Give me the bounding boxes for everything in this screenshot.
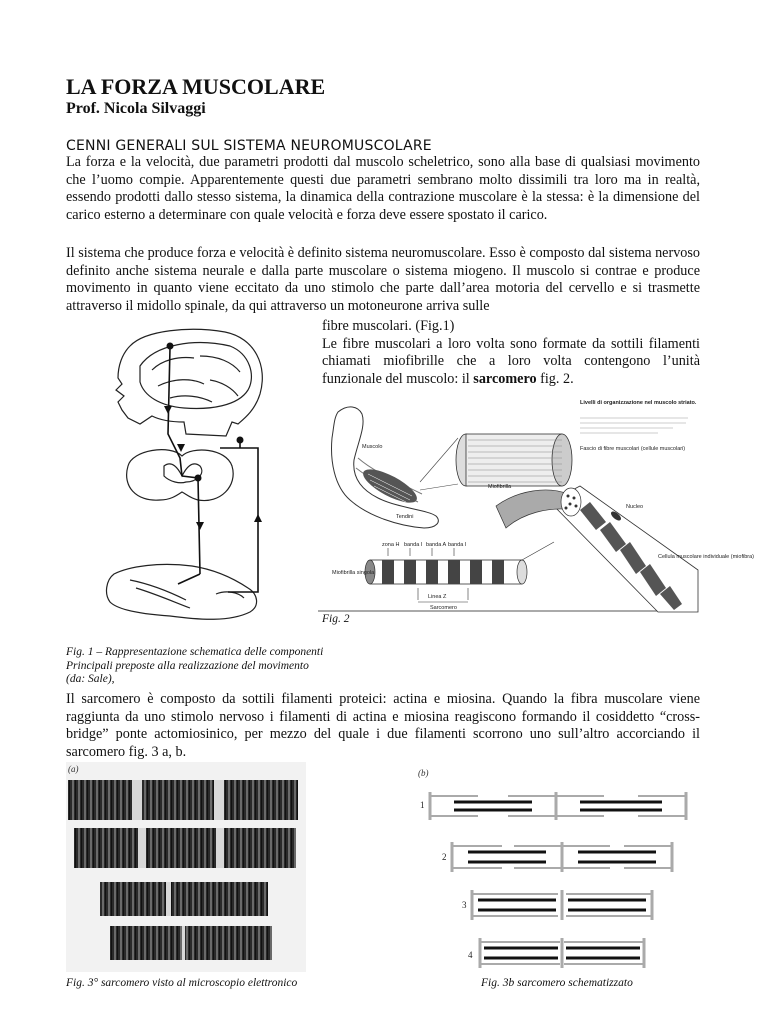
fig2-label-tendini: Tendini — [396, 514, 414, 520]
fig2-caption: Fig. 2 — [322, 613, 350, 625]
fig3b-num-2: 2 — [442, 852, 447, 862]
fig1-caption — [66, 646, 366, 687]
fig2-label-linea-z: Linea Z — [428, 594, 447, 600]
paragraph-3-line1: fibre muscolari. (Fig.1) — [322, 318, 455, 334]
fig1-caption-line1: Fig. 1 – Rappresentazione schematica delle componenti — [66, 646, 324, 658]
fig2-header: Livelli di organizzazione nel muscolo striato. — [580, 400, 697, 406]
section-heading: CENNI GENERALI SUL SISTEMA NEUROMUSCOLARE — [66, 138, 432, 154]
fig2-label-miofibrilla: Miofibrilla — [488, 484, 512, 490]
sarcomere-row-4 — [480, 938, 644, 968]
fig1-caption-line2: Principali preposte alla realizzazione del movimento — [66, 659, 309, 672]
fig3b-label: (b) — [418, 768, 429, 778]
paragraph-3-end: fig. 2. — [536, 370, 574, 387]
paragraph-4: Il sarcomero è composto da sottili filamenti proteici: actina e miosina. Quando la fibra muscolare viene raggiunta da uno stimolo nervoso i filamenti di actina e miosina reagiscono formando il cosiddetto “cross-bridge” ponte actomiosinico, per mezzo del quale i due filamenti scorrono uno sull’altro accorciando il sarcomero fig. 3 a, b. — [66, 691, 700, 760]
fig2-label-nucleo: Nucleo — [626, 504, 644, 510]
fig2-label-sarcomero: Sarcomero — [430, 605, 457, 611]
fig3b-num-4: 4 — [468, 950, 473, 960]
sarcomere-row-1 — [430, 792, 686, 820]
fig3b-num-1: 1 — [420, 800, 425, 810]
fig1-neuromuscular-diagram — [100, 326, 270, 642]
fig2-label-fascio: Fascio di fibre muscolari (cellule muscolari) — [580, 446, 686, 452]
paragraph-3-body: Le fibre muscolari a loro volta sono formate da sottili filamenti chiamati miofibrille che a loro volta contengono l’unità funzionale del muscolo: il — [322, 335, 700, 387]
fig3b-num-3: 3 — [462, 900, 467, 910]
paragraph-2: Il sistema che produce forza e velocità è definito sistema neuromuscolare. Esso è composto dal sistema nervoso definito anche sistema neurale e dalla parte muscolare o sistema miogeno. Il muscolo si contrae e produce movimento in quanto viene eccitato da uno stimolo che parte dall’area motoria del cervello e si trasmette attraverso il midollo spinale, da qui attraverso un motoneurone arriva sulle — [66, 245, 700, 314]
micrograph-band-2 — [74, 828, 296, 868]
sarcomere-row-2 — [452, 842, 672, 872]
fig2-muscle-organization-diagram — [318, 390, 754, 612]
fig2-label-banda-i: banda I — [404, 542, 423, 548]
sarcomere-row-3 — [472, 890, 652, 920]
micrograph-band-1 — [68, 780, 298, 820]
micrograph-band-3 — [100, 882, 268, 916]
paragraph-3 — [322, 318, 700, 388]
sarcomero-term: sarcomero — [473, 370, 537, 387]
fig2-label-banda-a: banda A — [426, 542, 447, 548]
micrograph-band-4 — [110, 926, 272, 960]
author: Prof. Nicola Silvaggi — [66, 100, 206, 117]
fig2-label-muscolo: Muscolo — [362, 444, 383, 450]
fig3a-caption: Fig. 3° sarcomero visto al microscopio elettronico — [66, 977, 298, 989]
fig2-label-cellula: Cellula muscolare individuale (miofibra) — [658, 554, 754, 560]
page-title: LA FORZA MUSCOLARE — [66, 74, 326, 99]
fig3a-micrograph — [66, 762, 306, 972]
paragraph-1: La forza e la velocità, due parametri prodotti dal muscolo scheletrico, sono alla base di qualsiasi movimento che l’uomo compie. Apparentemente questi due parametri sembrano molto dissimili tra loro ma in realtà, essendo prodotti dallo stesso sistema, la dinamica della contrazione muscolare è la stessa: è la dimensione del carico esterno a determinare con quale velocità e forza deve essere spostato il carico. — [66, 154, 700, 223]
fig2-label-miofibrilla-singola: Miofibrilla singola — [332, 570, 375, 576]
fig3b-caption: Fig. 3b sarcomero schematizzato — [481, 977, 633, 989]
fig1-caption-line3: (da: Sale), — [66, 673, 115, 685]
fig3a-label: (a) — [68, 764, 79, 774]
fig2-label-zona-h: zona H — [382, 542, 400, 548]
fig3b-sarcomere-schematic — [414, 766, 690, 972]
fig2-label-banda-i-2: banda I — [448, 542, 467, 548]
